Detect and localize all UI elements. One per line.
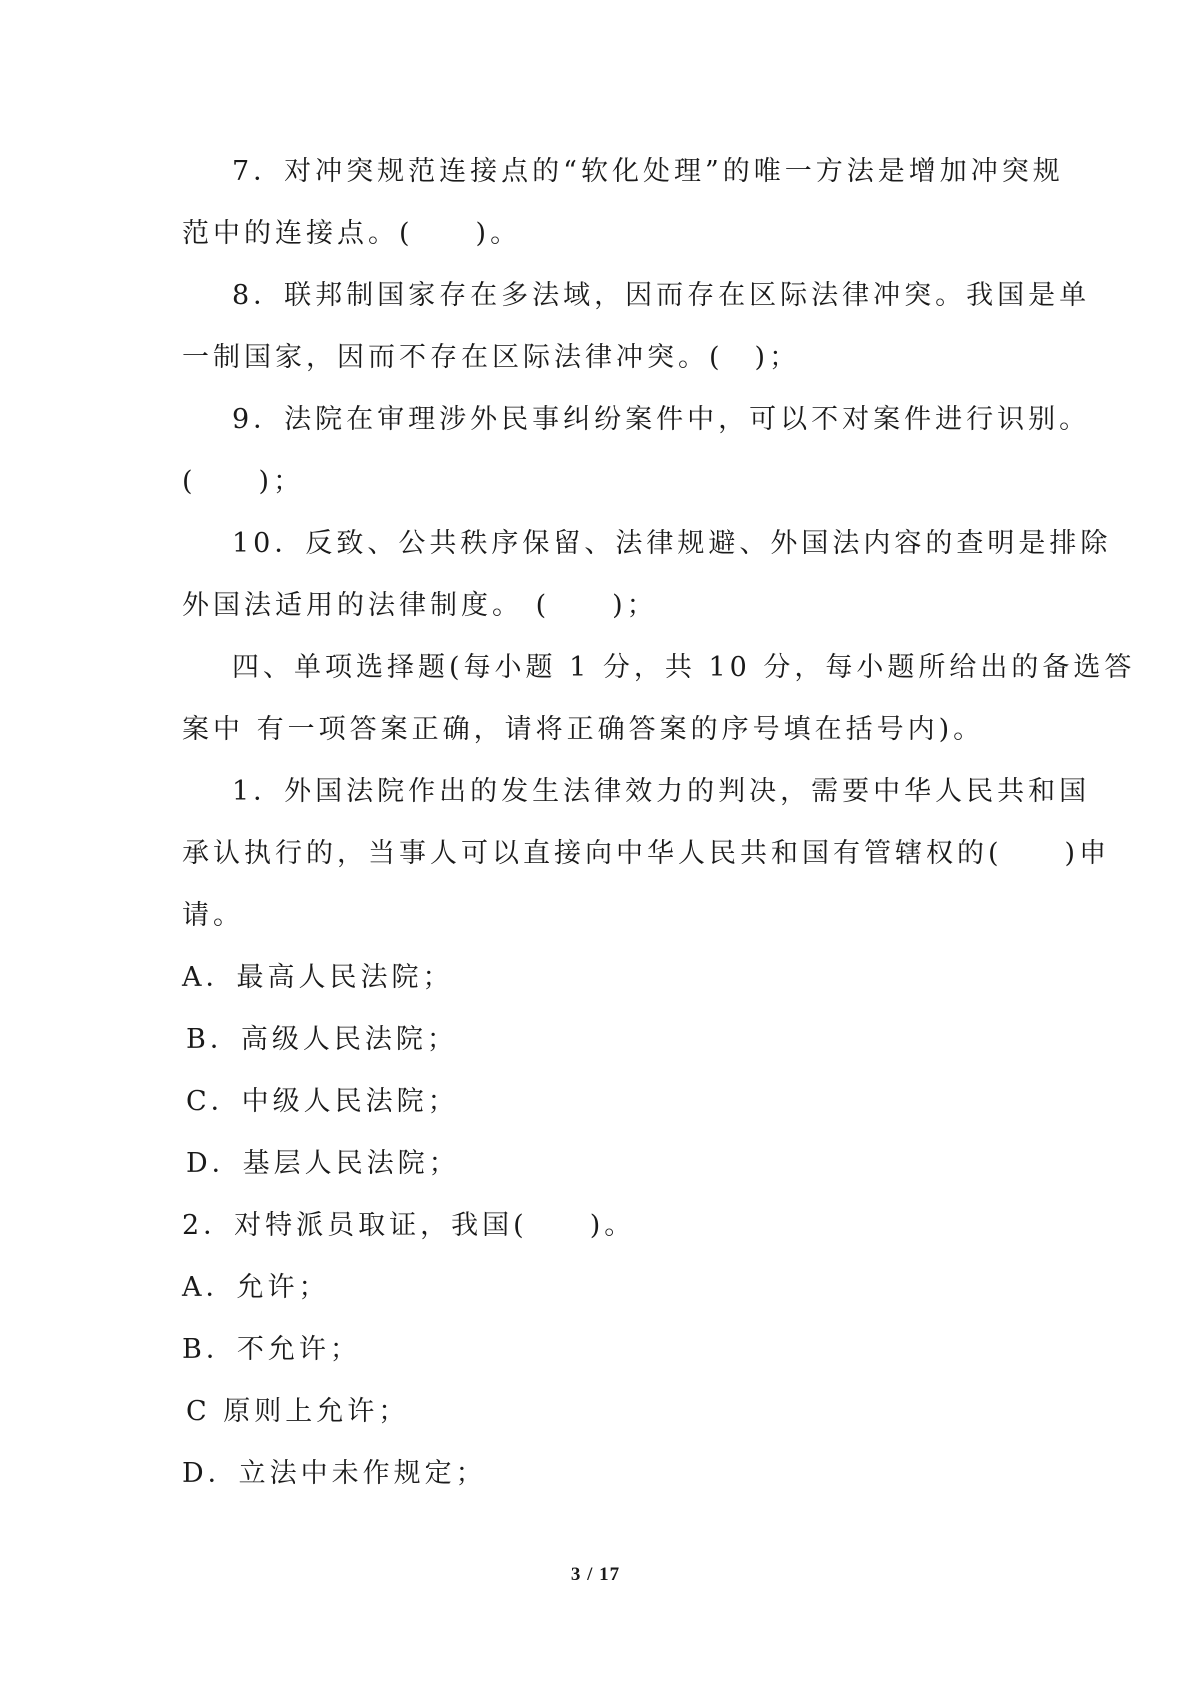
- option-c: C．中级人民法院；: [186, 1086, 459, 1117]
- paragraph-line: ( )；: [182, 466, 305, 497]
- page-number: 3 / 17: [570, 1564, 621, 1585]
- question-line: 承认执行的，当事人可以直接向中华人民共和国有管辖权的( )申: [182, 838, 1111, 869]
- paragraph-line: 范中的连接点。( )。: [182, 218, 522, 249]
- question-line: 请。: [182, 900, 244, 931]
- paragraph-line: 外国法适用的法律制度。 ( )；: [182, 590, 658, 621]
- section-heading-continued: 案中 有一项答案正确，请将正确答案的序号填在括号内)。: [182, 714, 985, 745]
- question-line: 2．对特派员取证，我国( )。: [182, 1210, 636, 1241]
- paragraph-line: 8．联邦制国家存在多法域，因而存在区际法律冲突。我国是单: [232, 280, 1091, 311]
- paragraph-line: 10．反致、公共秩序保留、法律规避、外国法内容的查明是排除: [232, 528, 1112, 559]
- option-b: B．不允许；: [182, 1334, 361, 1365]
- option-a: A．最高人民法院；: [182, 962, 454, 993]
- paragraph-line: 一制国家，因而不存在区际法律冲突。( )；: [182, 342, 801, 373]
- section-heading: 四、单项选择题(每小题 1 分，共 10 分，每小题所给出的备选答: [232, 652, 1136, 683]
- paragraph-line: 9．法院在审理涉外民事纠纷案件中，可以不对案件进行识别。: [232, 404, 1091, 435]
- option-d: D．基层人民法院；: [186, 1148, 460, 1179]
- option-a: A．允许；: [182, 1272, 330, 1303]
- option-b: B．高级人民法院；: [186, 1024, 458, 1055]
- paragraph-line: 7．对冲突规范连接点的“软化处理”的唯一方法是增加冲突规: [232, 156, 1064, 187]
- question-line: 1．外国法院作出的发生法律效力的判决，需要中华人民共和国: [232, 776, 1091, 807]
- option-c: C 原则上允许；: [186, 1396, 410, 1427]
- option-d: D．立法中未作规定；: [182, 1458, 487, 1489]
